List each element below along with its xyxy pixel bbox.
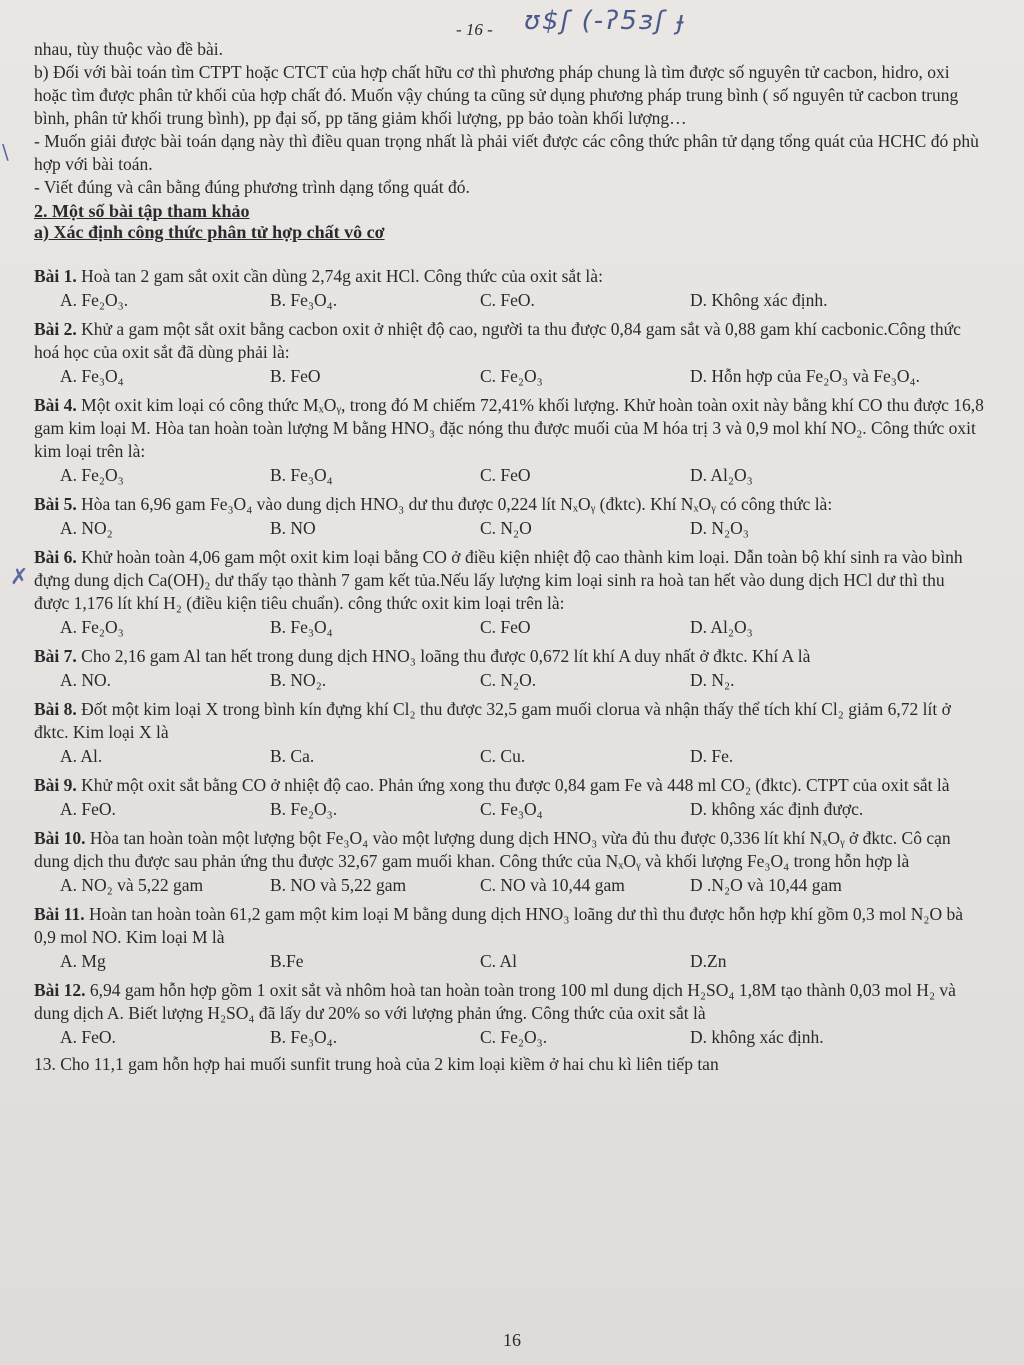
intro-paragraph: - Viết đúng và cân bằng đúng phương trình dạng tổng quát đó. bbox=[34, 177, 470, 197]
answer-option: B. Fe₃O₄ bbox=[270, 617, 333, 637]
answer-options bbox=[34, 288, 984, 312]
problem-item bbox=[34, 903, 984, 973]
problem-label: Bài 5. bbox=[34, 494, 77, 514]
answer-option: A. NO₂ bbox=[60, 518, 113, 538]
answer-option: B. Fe₃O₄. bbox=[270, 290, 338, 310]
problem-text: Khử hoàn toàn 4,06 gam một oxit kim loại bằng CO ở điều kiện nhiệt độ cao thành kim loại. Dẫn toàn bộ khí sinh ra vào bình đựng dung dịch Ca(OH)₂ dư thấy tạo thành 7 gam kết tủa.Nếu lấy lượng kim loại sinh ra hoà tan hết vào dung dịch HCl dư thì thu được 1,176 lít khí H₂ (điều kiện tiêu chuẩn). công thức oxit kim loại trên là: bbox=[34, 547, 963, 613]
problem-label: Bài 12. bbox=[34, 980, 86, 1000]
answer-option: C. Fe₂O₃ bbox=[480, 366, 543, 386]
page-number-top: - 16 - bbox=[456, 20, 493, 39]
answer-option: D. Fe. bbox=[690, 746, 734, 766]
problem-label: Bài 1. bbox=[34, 266, 77, 286]
answer-option: C. FeO. bbox=[480, 290, 535, 310]
answer-option: D. Hỗn hợp của Fe₂O₃ và Fe₃O₄. bbox=[690, 366, 921, 386]
pen-tick-mark: \ bbox=[2, 140, 9, 164]
answer-option: B. Fe₃O₄ bbox=[270, 465, 333, 485]
problem-label: Bài 10. bbox=[34, 828, 86, 848]
answer-option: B. FeO bbox=[270, 366, 321, 386]
answer-options bbox=[34, 668, 984, 692]
problem-text: 6,94 gam hỗn hợp gồm 1 oxit sắt và nhôm hoà tan hoàn toàn trong 100 ml dung dịch H₂SO₄ 1,8M tạo thành 0,03 mol H₂ và dung dịch A. Biết lượng H₂SO₄ đã lấy dư 20% so với lượng phản ứng. Công thức của oxit sắt là bbox=[34, 980, 956, 1023]
problem-item bbox=[34, 493, 984, 540]
answer-option: B. NO₂. bbox=[270, 670, 327, 690]
problem-text: Khử a gam một sắt oxit bằng cacbon oxit ở nhiệt độ cao, người ta thu được 0,84 gam sắt và 0,88 gam khí cacbonic.Công thức hoá học của oxit sắt đã dùng phải là: bbox=[34, 319, 961, 362]
problem-question bbox=[34, 394, 984, 463]
page-header bbox=[34, 8, 984, 38]
answer-options bbox=[34, 797, 984, 821]
page-number-bottom: 16 bbox=[503, 1330, 521, 1350]
answer-option: D. N₂O₃ bbox=[690, 518, 749, 538]
problem-question bbox=[34, 493, 984, 516]
answer-option: A. FeO. bbox=[60, 1027, 116, 1047]
problem-question bbox=[34, 265, 984, 288]
answer-option: B. Ca. bbox=[270, 746, 315, 766]
answer-option: C. Fe₃O₄ bbox=[480, 799, 543, 819]
answer-options bbox=[34, 615, 984, 639]
problem-item bbox=[34, 546, 984, 639]
intro-block bbox=[34, 38, 984, 199]
answer-option: B. NO bbox=[270, 518, 316, 538]
answer-option: D. Al₂O₃ bbox=[690, 465, 753, 485]
answer-option: A. FeO. bbox=[60, 799, 116, 819]
last-line: 13. Cho 11,1 gam hỗn hợp hai muối sunfit trung hoà của 2 kim loại kiềm ở hai chu kì liên tiếp tan bbox=[34, 1054, 719, 1074]
answer-option: D. N₂. bbox=[690, 670, 735, 690]
answer-option: D .N₂O và 10,44 gam bbox=[690, 875, 842, 895]
answer-option: B.Fe bbox=[270, 951, 304, 971]
problem-text: Hoàn tan hoàn toàn 61,2 gam một kim loại M bằng dung dịch HNO₃ loãng dư thì thu được hỗn hợp khí gồm 0,3 mol N₂O bà 0,9 mol NO. Kim loại M là bbox=[34, 904, 963, 947]
answer-option: C. FeO bbox=[480, 465, 531, 485]
problem-item bbox=[34, 394, 984, 487]
problem-item bbox=[34, 827, 984, 897]
answer-options bbox=[34, 873, 984, 897]
problem-label: Bài 9. bbox=[34, 775, 77, 795]
subsection-title: a) Xác định công thức phân tử hợp chất vô cơ bbox=[34, 222, 385, 242]
section-title: 2. Một số bài tập tham khảo bbox=[34, 201, 250, 221]
problem-text: Hòa tan hoàn toàn một lượng bột Fe₃O₄ vào một lượng dung dịch HNO₃ vừa đủ thu được 0,336 lít khí NₓOᵧ ở đktc. Cô cạn dung dịch thu được sau phản ứng thu được 32,67 gam muối khan. Công thức của NₓOᵧ và khối lượng Fe₃O₄ trong hỗn hợp là bbox=[34, 828, 951, 871]
problem-question bbox=[34, 979, 984, 1025]
answer-option: B. Fe₂O₃. bbox=[270, 799, 338, 819]
problem-question bbox=[34, 698, 984, 744]
answer-option: D. không xác định. bbox=[690, 1027, 824, 1047]
answer-options bbox=[34, 1025, 984, 1049]
problem-label: Bài 7. bbox=[34, 646, 77, 666]
answer-option: C. Cu. bbox=[480, 746, 526, 766]
problem-question bbox=[34, 774, 984, 797]
intro-paragraph: - Muốn giải được bài toán dạng này thì điều quan trọng nhất là phải viết được các công thức phân tử dạng tổng quát của HCHC đó phù hợp với bài toán. bbox=[34, 131, 979, 174]
problem-label: Bài 11. bbox=[34, 904, 85, 924]
answer-options bbox=[34, 516, 984, 540]
answer-option: C. N₂O bbox=[480, 518, 532, 538]
problem-text: Hoà tan 2 gam sắt oxit cần dùng 2,74g axit HCl. Công thức của oxit sắt là: bbox=[81, 266, 603, 286]
problem-label: Bài 6. bbox=[34, 547, 77, 567]
answer-option: A. Fe₃O₄ bbox=[60, 366, 124, 386]
answer-options bbox=[34, 364, 984, 388]
answer-option: D. không xác định được. bbox=[690, 799, 864, 819]
answer-options bbox=[34, 949, 984, 973]
problem-text: Đốt một kim loại X trong bình kín đựng khí Cl₂ thu được 32,5 gam muối clorua và nhận thấy thể tích khí Cl₂ giảm 6,72 lít ở đktc. Kim loại X là bbox=[34, 699, 951, 742]
problem-text: Cho 2,16 gam Al tan hết trong dung dịch HNO₃ loãng thu được 0,672 lít khí A duy nhất ở đktc. Khí A là bbox=[81, 646, 811, 666]
answer-option: C. FeO bbox=[480, 617, 531, 637]
problem-item bbox=[34, 774, 984, 821]
answer-option: C. Fe₂O₃. bbox=[480, 1027, 548, 1047]
problem-text: Một oxit kim loại có công thức MₓOᵧ, trong đó M chiếm 72,41% khối lượng. Khử hoàn toàn oxit này bằng khí CO thu được 16,8 gam kim loại M. Hòa tan hoàn toàn lượng M bằng HNO₃ đặc nóng thu được muối của M hóa trị 3 và 0,9 mol khí NO₂. Công thức oxit kim loại trên là: bbox=[34, 395, 984, 461]
problem-question bbox=[34, 546, 984, 615]
answer-option: A. Fe₂O₃ bbox=[60, 465, 124, 485]
answer-option: B. NO và 5,22 gam bbox=[270, 875, 407, 895]
intro-line: nhau, tùy thuộc vào đề bài. bbox=[34, 39, 224, 59]
intro-paragraph: b) Đối với bài toán tìm CTPT hoặc CTCT của hợp chất hữu cơ thì phương pháp chung là tìm được số nguyên tử cacbon, hidro, oxi hoặc tìm được phân tử khối của hợp chất đó. Muốn vậy chúng ta cũng sử dụng phương pháp trung bình ( số nguyên tử cacbon trung bình, phân tử khối trung bình), pp đại số, pp tăng giảm khối lượng, pp bảo toàn khối lượng… bbox=[34, 62, 959, 128]
problem-question bbox=[34, 903, 984, 949]
problem-list bbox=[34, 265, 984, 1049]
problem-text: Hòa tan 6,96 gam Fe₃O₄ vào dung dịch HNO₃ dư thu được 0,224 lít NₓOᵧ (đktc). Khí NₓOᵧ có công thức là: bbox=[81, 494, 833, 514]
problem-item bbox=[34, 645, 984, 692]
problem-question bbox=[34, 318, 984, 364]
problem-text: Khử một oxit sắt bằng CO ở nhiệt độ cao. Phản ứng xong thu được 0,84 gam Fe và 448 ml CO₂ (đktc). CTPT của oxit sắt là bbox=[81, 775, 950, 795]
handwritten-scribble: ʊ$ʃ (-ʔ5ɜʃ ɟ bbox=[524, 6, 687, 36]
answer-options bbox=[34, 744, 984, 768]
problem-label: Bài 2. bbox=[34, 319, 77, 339]
answer-option: D. Al₂O₃ bbox=[690, 617, 753, 637]
problem-item bbox=[34, 979, 984, 1049]
answer-option: A. NO₂ và 5,22 gam bbox=[60, 875, 204, 895]
problem-label: Bài 8. bbox=[34, 699, 77, 719]
problem-label: Bài 4. bbox=[34, 395, 77, 415]
answer-option: C. Al bbox=[480, 951, 517, 971]
answer-option: A. Fe₂O₃ bbox=[60, 617, 124, 637]
pen-check-mark: ✗ bbox=[10, 565, 29, 590]
problem-question bbox=[34, 827, 984, 873]
answer-option: A. Fe₂O₃. bbox=[60, 290, 129, 310]
answer-option: D. Không xác định. bbox=[690, 290, 828, 310]
problem-item bbox=[34, 265, 984, 312]
answer-option: A. Al. bbox=[60, 746, 103, 766]
answer-option: A. Mg bbox=[60, 951, 106, 971]
answer-option: C. NO và 10,44 gam bbox=[480, 875, 625, 895]
answer-option: B. Fe₃O₄. bbox=[270, 1027, 338, 1047]
answer-options bbox=[34, 463, 984, 487]
problem-question bbox=[34, 645, 984, 668]
problem-item bbox=[34, 698, 984, 768]
answer-option: A. NO. bbox=[60, 670, 112, 690]
answer-option: C. N₂O. bbox=[480, 670, 537, 690]
answer-option: D.Zn bbox=[690, 951, 727, 971]
problem-item bbox=[34, 318, 984, 388]
